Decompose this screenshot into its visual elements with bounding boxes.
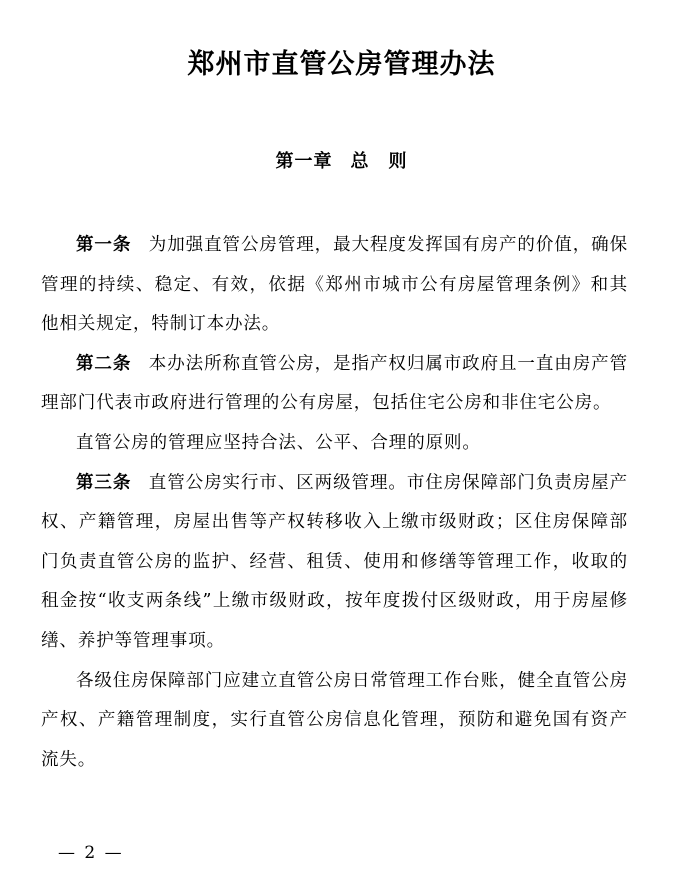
paragraph-text: 各级住房保障部门应建立直管公房日常管理工作台账，健全直管公房产权、产籍管理制度，实行直管公房信息化管理，预防和避免国有资产流失。 [41,670,628,770]
chapter-name: 总 则 [350,151,408,172]
article-label: 第三条 [76,472,132,493]
article-text: 本办法所称直管公房，是指产权归属市政府且一直由房产管理部门代表市政府进行管理的公有房屋，包括住宅公房和非住宅公房。 [41,353,628,414]
article-text: 直管公房实行市、区两级管理。市住房保障部门负责房屋产权、产籍管理，房屋出售等产权转移收入上缴市级财政；区住房保障部门负责直管公房的监护、经营、租赁、使用和修缮等管理工作，收取的租金按“收支两条线”上缴市级财政，按年度拨付区级财政，用于房屋修缮、养护等管理事项。 [41,472,628,651]
article-paragraph [41,345,628,424]
paragraph [41,662,628,781]
page-number: — 2 — [58,843,124,863]
article-text: 为加强直管公房管理，最大程度发挥国有房产的价值，确保管理的持续、稳定、有效，依据《郑州市城市公有房屋管理条例》和其他相关规定，特制订本办法。 [41,235,628,335]
article-paragraph [41,226,628,345]
page-title: 郑州市直管公房管理办法 [187,49,496,80]
article-label: 第二条 [76,353,132,374]
paragraph-text: 直管公房的管理应坚持合法、公平、合理的原则。 [76,432,481,453]
body-text [41,226,628,780]
chapter-heading [0,147,683,173]
chapter-label: 第一章 [275,151,333,172]
article-label: 第一条 [76,235,132,255]
paragraph [41,424,628,464]
article-paragraph [41,464,628,662]
